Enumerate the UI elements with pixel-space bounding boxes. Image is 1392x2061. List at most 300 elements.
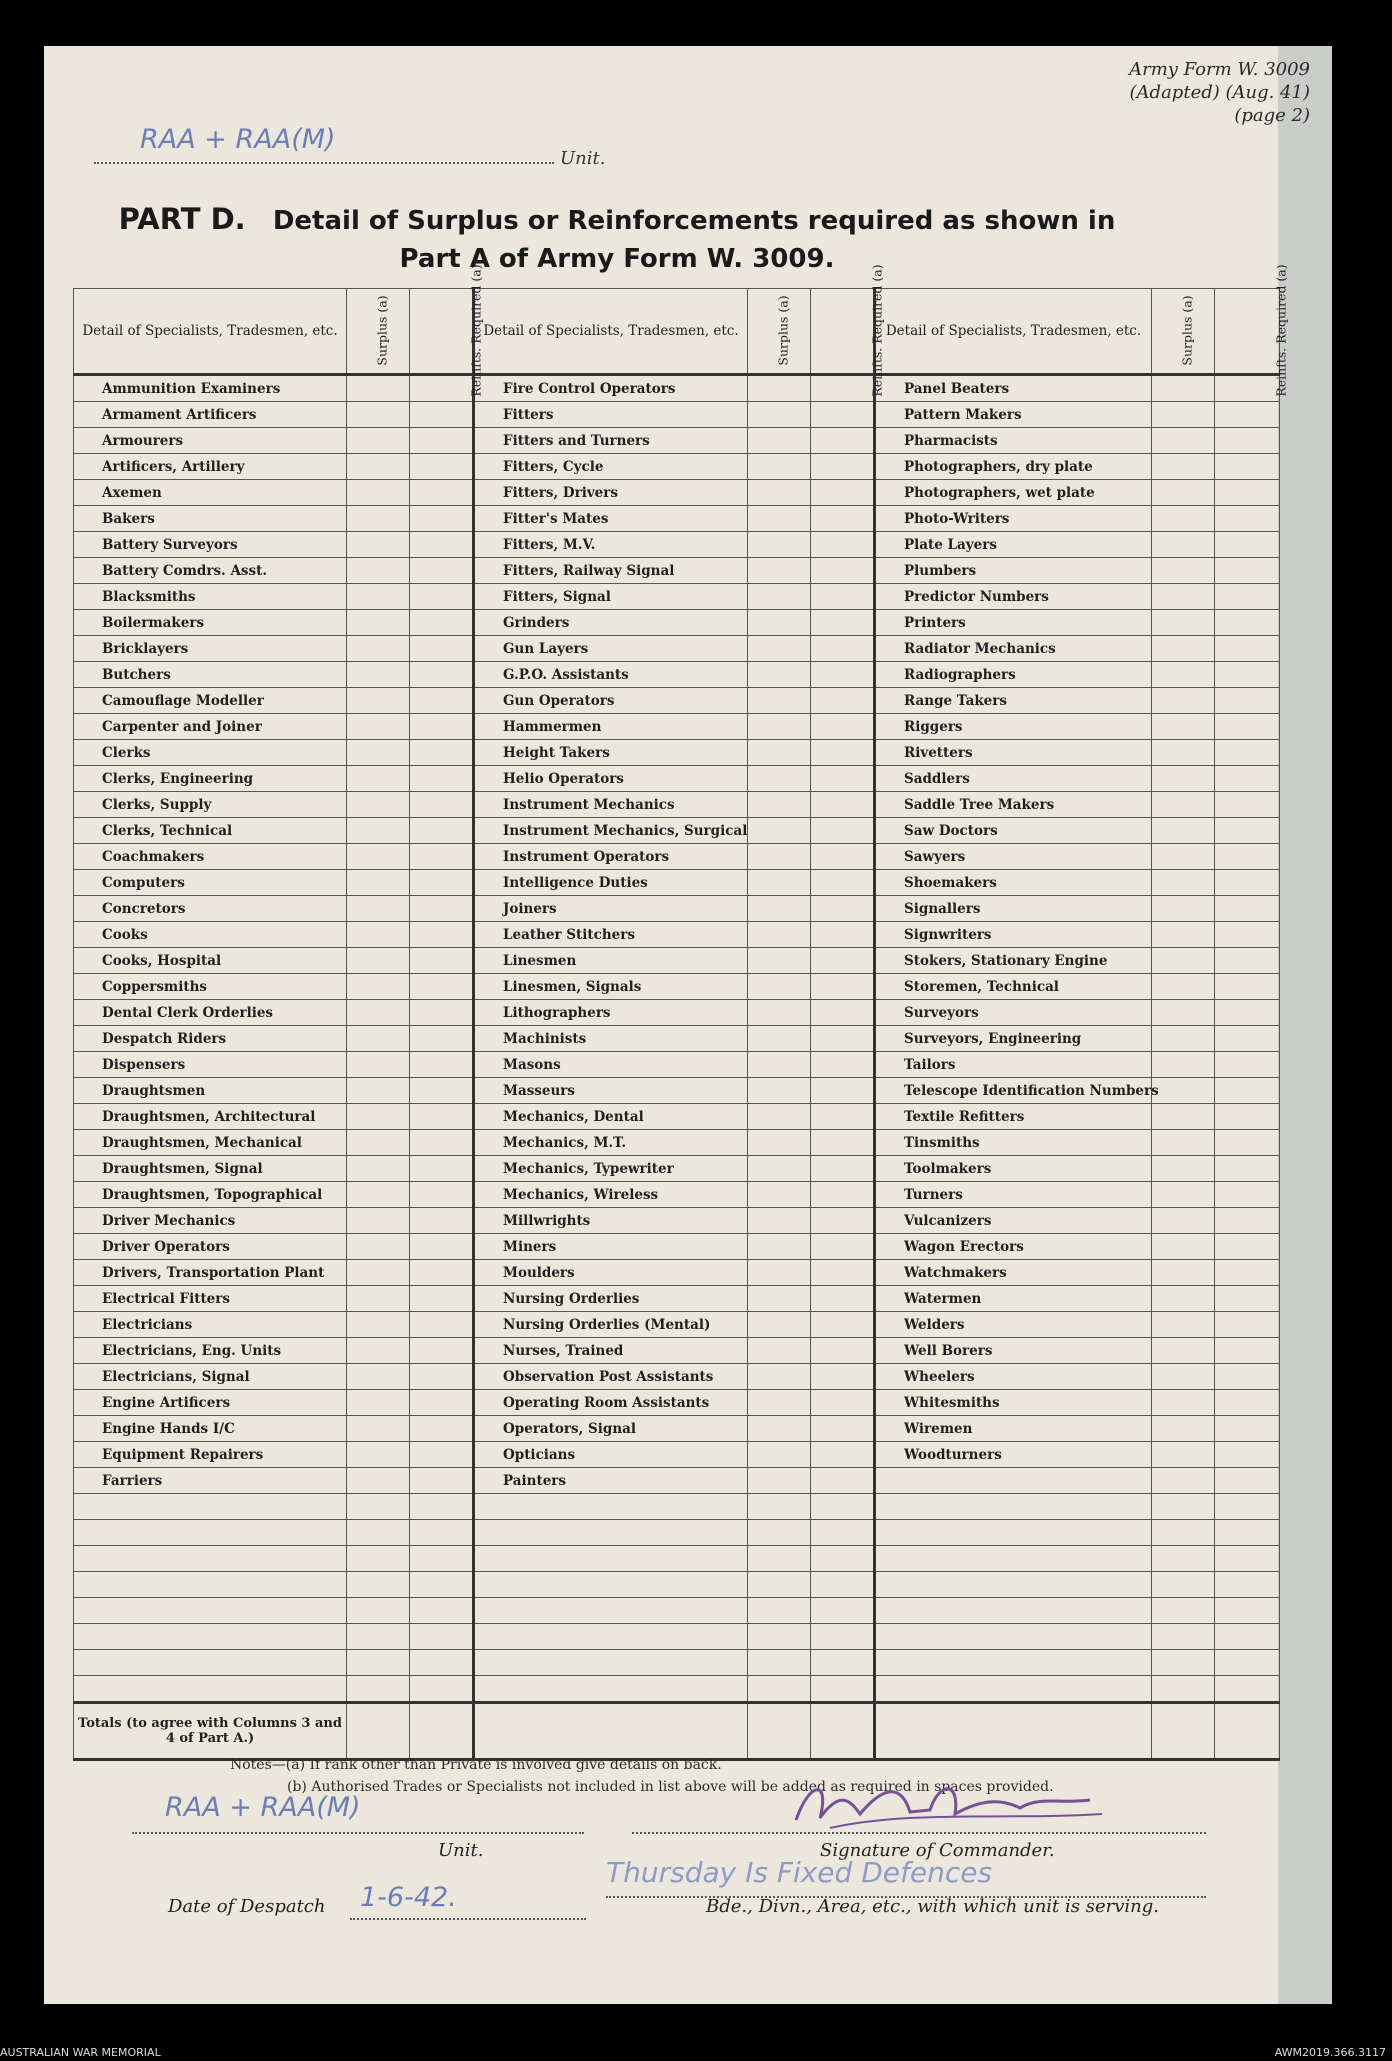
surplus-cell[interactable] [347, 1182, 410, 1208]
surplus-cell[interactable] [1152, 1312, 1215, 1338]
surplus-cell[interactable] [748, 1286, 811, 1312]
surplus-cell[interactable] [748, 1104, 811, 1130]
surplus-cell[interactable] [1152, 740, 1215, 766]
surplus-cell[interactable] [347, 1442, 410, 1468]
surplus-cell[interactable] [1152, 1572, 1215, 1598]
blank-trade-cell[interactable] [74, 1494, 347, 1520]
reinf-cell[interactable] [1215, 428, 1280, 454]
reinf-cell[interactable] [1215, 870, 1280, 896]
reinf-cell[interactable] [410, 1260, 474, 1286]
reinf-cell[interactable] [811, 1650, 875, 1676]
reinf-cell[interactable] [811, 922, 875, 948]
reinf-cell[interactable] [1215, 818, 1280, 844]
reinf-cell[interactable] [1215, 1416, 1280, 1442]
reinf-cell[interactable] [1215, 714, 1280, 740]
reinf-cell[interactable] [410, 558, 474, 584]
surplus-cell[interactable] [1152, 1000, 1215, 1026]
surplus-cell[interactable] [748, 480, 811, 506]
reinf-cell[interactable] [811, 1156, 875, 1182]
reinf-cell[interactable] [811, 662, 875, 688]
surplus-cell[interactable] [347, 480, 410, 506]
surplus-cell[interactable] [347, 1338, 410, 1364]
surplus-cell[interactable] [347, 948, 410, 974]
reinf-cell[interactable] [410, 1416, 474, 1442]
reinf-cell[interactable] [1215, 1572, 1280, 1598]
surplus-cell[interactable] [347, 402, 410, 428]
blank-trade-cell[interactable] [474, 1624, 748, 1650]
reinf-cell[interactable] [1215, 1078, 1280, 1104]
reinf-cell[interactable] [811, 1572, 875, 1598]
surplus-cell[interactable] [1152, 1650, 1215, 1676]
surplus-cell[interactable] [748, 454, 811, 480]
reinf-cell[interactable] [410, 1520, 474, 1546]
surplus-cell[interactable] [748, 1156, 811, 1182]
reinf-cell[interactable] [410, 1468, 474, 1494]
surplus-cell[interactable] [347, 375, 410, 402]
reinf-cell[interactable] [410, 1650, 474, 1676]
surplus-cell[interactable] [1152, 1338, 1215, 1364]
reinf-cell[interactable] [410, 1624, 474, 1650]
reinf-cell[interactable] [811, 558, 875, 584]
reinf-cell[interactable] [811, 1364, 875, 1390]
reinf-cell[interactable] [1215, 402, 1280, 428]
reinf-cell[interactable] [1215, 1468, 1280, 1494]
reinf-cell[interactable] [1215, 844, 1280, 870]
surplus-cell[interactable] [748, 896, 811, 922]
surplus-cell[interactable] [748, 1026, 811, 1052]
surplus-cell[interactable] [1152, 1546, 1215, 1572]
reinf-cell[interactable] [410, 1026, 474, 1052]
reinf-cell[interactable] [410, 1442, 474, 1468]
surplus-cell[interactable] [748, 402, 811, 428]
reinf-cell[interactable] [410, 375, 474, 402]
surplus-cell[interactable] [1152, 1598, 1215, 1624]
reinf-cell[interactable] [811, 740, 875, 766]
reinf-cell[interactable] [410, 1494, 474, 1520]
blank-trade-cell[interactable] [74, 1676, 347, 1703]
totals-cell[interactable] [1152, 1703, 1215, 1760]
surplus-cell[interactable] [1152, 662, 1215, 688]
reinf-cell[interactable] [410, 1234, 474, 1260]
surplus-cell[interactable] [1152, 844, 1215, 870]
reinf-cell[interactable] [410, 506, 474, 532]
reinf-cell[interactable] [811, 1598, 875, 1624]
surplus-cell[interactable] [748, 792, 811, 818]
surplus-cell[interactable] [347, 584, 410, 610]
totals-cell[interactable] [875, 1703, 1152, 1760]
surplus-cell[interactable] [1152, 1286, 1215, 1312]
reinf-cell[interactable] [410, 1572, 474, 1598]
surplus-cell[interactable] [1152, 480, 1215, 506]
surplus-cell[interactable] [347, 1286, 410, 1312]
reinf-cell[interactable] [811, 1130, 875, 1156]
reinf-cell[interactable] [811, 714, 875, 740]
surplus-cell[interactable] [748, 1000, 811, 1026]
surplus-cell[interactable] [748, 1338, 811, 1364]
reinf-cell[interactable] [811, 1052, 875, 1078]
surplus-cell[interactable] [347, 818, 410, 844]
reinf-cell[interactable] [410, 896, 474, 922]
reinf-cell[interactable] [811, 636, 875, 662]
blank-trade-cell[interactable] [474, 1546, 748, 1572]
surplus-cell[interactable] [748, 1520, 811, 1546]
reinf-cell[interactable] [811, 1286, 875, 1312]
surplus-cell[interactable] [1152, 1260, 1215, 1286]
reinf-cell[interactable] [811, 1468, 875, 1494]
blank-trade-cell[interactable] [474, 1598, 748, 1624]
reinf-cell[interactable] [811, 688, 875, 714]
surplus-cell[interactable] [748, 844, 811, 870]
surplus-cell[interactable] [1152, 1052, 1215, 1078]
blank-trade-cell[interactable] [474, 1520, 748, 1546]
reinf-cell[interactable] [811, 1416, 875, 1442]
totals-cell[interactable] [748, 1703, 811, 1760]
surplus-cell[interactable] [748, 714, 811, 740]
surplus-cell[interactable] [748, 375, 811, 402]
surplus-cell[interactable] [347, 1312, 410, 1338]
reinf-cell[interactable] [1215, 1624, 1280, 1650]
surplus-cell[interactable] [748, 766, 811, 792]
surplus-cell[interactable] [1152, 1364, 1215, 1390]
surplus-cell[interactable] [748, 506, 811, 532]
reinf-cell[interactable] [1215, 1520, 1280, 1546]
surplus-cell[interactable] [748, 1624, 811, 1650]
surplus-cell[interactable] [347, 532, 410, 558]
surplus-cell[interactable] [748, 1130, 811, 1156]
surplus-cell[interactable] [347, 636, 410, 662]
surplus-cell[interactable] [1152, 1624, 1215, 1650]
surplus-cell[interactable] [1152, 870, 1215, 896]
reinf-cell[interactable] [410, 454, 474, 480]
reinf-cell[interactable] [811, 532, 875, 558]
surplus-cell[interactable] [1152, 558, 1215, 584]
surplus-cell[interactable] [347, 974, 410, 1000]
reinf-cell[interactable] [811, 584, 875, 610]
surplus-cell[interactable] [347, 1598, 410, 1624]
surplus-cell[interactable] [748, 1260, 811, 1286]
reinf-cell[interactable] [811, 454, 875, 480]
reinf-cell[interactable] [811, 428, 875, 454]
surplus-cell[interactable] [748, 688, 811, 714]
blank-trade-cell[interactable] [74, 1598, 347, 1624]
surplus-cell[interactable] [748, 1052, 811, 1078]
surplus-cell[interactable] [1152, 1130, 1215, 1156]
reinf-cell[interactable] [811, 974, 875, 1000]
surplus-cell[interactable] [347, 1156, 410, 1182]
reinf-cell[interactable] [410, 636, 474, 662]
reinf-cell[interactable] [811, 844, 875, 870]
surplus-cell[interactable] [347, 714, 410, 740]
surplus-cell[interactable] [748, 1468, 811, 1494]
surplus-cell[interactable] [1152, 948, 1215, 974]
surplus-cell[interactable] [1152, 1676, 1215, 1703]
surplus-cell[interactable] [347, 1546, 410, 1572]
reinf-cell[interactable] [811, 402, 875, 428]
surplus-cell[interactable] [1152, 454, 1215, 480]
reinf-cell[interactable] [1215, 662, 1280, 688]
surplus-cell[interactable] [748, 1182, 811, 1208]
reinf-cell[interactable] [410, 1208, 474, 1234]
reinf-cell[interactable] [811, 1104, 875, 1130]
reinf-cell[interactable] [1215, 1130, 1280, 1156]
blank-trade-cell[interactable] [74, 1572, 347, 1598]
reinf-cell[interactable] [811, 1494, 875, 1520]
surplus-cell[interactable] [347, 870, 410, 896]
surplus-cell[interactable] [347, 1234, 410, 1260]
reinf-cell[interactable] [811, 375, 875, 402]
surplus-cell[interactable] [748, 1676, 811, 1703]
reinf-cell[interactable] [410, 792, 474, 818]
surplus-cell[interactable] [1152, 584, 1215, 610]
reinf-cell[interactable] [1215, 1442, 1280, 1468]
surplus-cell[interactable] [748, 1650, 811, 1676]
surplus-cell[interactable] [748, 1572, 811, 1598]
reinf-cell[interactable] [811, 1234, 875, 1260]
surplus-cell[interactable] [1152, 1234, 1215, 1260]
surplus-cell[interactable] [347, 428, 410, 454]
surplus-cell[interactable] [347, 610, 410, 636]
blank-trade-cell[interactable] [474, 1494, 748, 1520]
surplus-cell[interactable] [347, 1000, 410, 1026]
surplus-cell[interactable] [347, 740, 410, 766]
reinf-cell[interactable] [1215, 896, 1280, 922]
surplus-cell[interactable] [748, 636, 811, 662]
reinf-cell[interactable] [811, 1546, 875, 1572]
reinf-cell[interactable] [811, 1390, 875, 1416]
reinf-cell[interactable] [1215, 1156, 1280, 1182]
reinf-cell[interactable] [410, 714, 474, 740]
surplus-cell[interactable] [1152, 375, 1215, 402]
surplus-cell[interactable] [1152, 1468, 1215, 1494]
reinf-cell[interactable] [811, 506, 875, 532]
reinf-cell[interactable] [410, 1312, 474, 1338]
surplus-cell[interactable] [1152, 818, 1215, 844]
surplus-cell[interactable] [1152, 896, 1215, 922]
blank-trade-cell[interactable] [474, 1650, 748, 1676]
reinf-cell[interactable] [1215, 1494, 1280, 1520]
reinf-cell[interactable] [410, 870, 474, 896]
reinf-cell[interactable] [410, 1338, 474, 1364]
totals-cell[interactable] [474, 1703, 748, 1760]
surplus-cell[interactable] [347, 1130, 410, 1156]
surplus-cell[interactable] [1152, 1182, 1215, 1208]
reinf-cell[interactable] [410, 922, 474, 948]
reinf-cell[interactable] [811, 1676, 875, 1703]
blank-trade-cell[interactable] [74, 1624, 347, 1650]
reinf-cell[interactable] [1215, 922, 1280, 948]
reinf-cell[interactable] [1215, 766, 1280, 792]
totals-cell[interactable] [811, 1703, 875, 1760]
reinf-cell[interactable] [811, 870, 875, 896]
reinf-cell[interactable] [1215, 740, 1280, 766]
surplus-cell[interactable] [347, 1364, 410, 1390]
reinf-cell[interactable] [811, 1078, 875, 1104]
surplus-cell[interactable] [1152, 1494, 1215, 1520]
reinf-cell[interactable] [1215, 454, 1280, 480]
reinf-cell[interactable] [410, 1546, 474, 1572]
reinf-cell[interactable] [1215, 1676, 1280, 1703]
reinf-cell[interactable] [811, 1000, 875, 1026]
reinf-cell[interactable] [410, 1390, 474, 1416]
surplus-cell[interactable] [748, 558, 811, 584]
reinf-cell[interactable] [811, 1182, 875, 1208]
reinf-cell[interactable] [1215, 688, 1280, 714]
surplus-cell[interactable] [1152, 402, 1215, 428]
reinf-cell[interactable] [811, 1026, 875, 1052]
surplus-cell[interactable] [748, 1546, 811, 1572]
surplus-cell[interactable] [748, 922, 811, 948]
reinf-cell[interactable] [811, 480, 875, 506]
surplus-cell[interactable] [748, 948, 811, 974]
surplus-cell[interactable] [748, 1208, 811, 1234]
reinf-cell[interactable] [1215, 1052, 1280, 1078]
reinf-cell[interactable] [410, 1598, 474, 1624]
reinf-cell[interactable] [811, 1338, 875, 1364]
reinf-cell[interactable] [1215, 584, 1280, 610]
reinf-cell[interactable] [1215, 1598, 1280, 1624]
reinf-cell[interactable] [410, 974, 474, 1000]
surplus-cell[interactable] [347, 1624, 410, 1650]
surplus-cell[interactable] [347, 688, 410, 714]
surplus-cell[interactable] [748, 532, 811, 558]
surplus-cell[interactable] [1152, 506, 1215, 532]
surplus-cell[interactable] [1152, 1416, 1215, 1442]
reinf-cell[interactable] [410, 688, 474, 714]
surplus-cell[interactable] [1152, 974, 1215, 1000]
blank-trade-cell[interactable] [74, 1650, 347, 1676]
reinf-cell[interactable] [1215, 1182, 1280, 1208]
surplus-cell[interactable] [748, 1078, 811, 1104]
reinf-cell[interactable] [1215, 375, 1280, 402]
reinf-cell[interactable] [410, 1286, 474, 1312]
surplus-cell[interactable] [347, 766, 410, 792]
surplus-cell[interactable] [347, 922, 410, 948]
surplus-cell[interactable] [347, 506, 410, 532]
reinf-cell[interactable] [811, 818, 875, 844]
surplus-cell[interactable] [347, 1390, 410, 1416]
surplus-cell[interactable] [1152, 792, 1215, 818]
totals-cell[interactable] [347, 1703, 410, 1760]
surplus-cell[interactable] [748, 610, 811, 636]
reinf-cell[interactable] [811, 896, 875, 922]
surplus-cell[interactable] [1152, 428, 1215, 454]
surplus-cell[interactable] [347, 1572, 410, 1598]
reinf-cell[interactable] [1215, 1390, 1280, 1416]
surplus-cell[interactable] [347, 454, 410, 480]
reinf-cell[interactable] [1215, 974, 1280, 1000]
surplus-cell[interactable] [748, 428, 811, 454]
surplus-cell[interactable] [1152, 636, 1215, 662]
surplus-cell[interactable] [1152, 610, 1215, 636]
surplus-cell[interactable] [1152, 532, 1215, 558]
reinf-cell[interactable] [1215, 1208, 1280, 1234]
surplus-cell[interactable] [748, 740, 811, 766]
reinf-cell[interactable] [1215, 1234, 1280, 1260]
reinf-cell[interactable] [1215, 1546, 1280, 1572]
surplus-cell[interactable] [347, 1104, 410, 1130]
surplus-cell[interactable] [748, 1312, 811, 1338]
surplus-cell[interactable] [347, 844, 410, 870]
reinf-cell[interactable] [410, 584, 474, 610]
surplus-cell[interactable] [748, 1494, 811, 1520]
surplus-cell[interactable] [1152, 714, 1215, 740]
reinf-cell[interactable] [410, 766, 474, 792]
blank-trade-cell[interactable] [875, 1624, 1152, 1650]
reinf-cell[interactable] [811, 1208, 875, 1234]
reinf-cell[interactable] [1215, 636, 1280, 662]
surplus-cell[interactable] [1152, 1520, 1215, 1546]
surplus-cell[interactable] [347, 1260, 410, 1286]
reinf-cell[interactable] [1215, 558, 1280, 584]
surplus-cell[interactable] [748, 870, 811, 896]
reinf-cell[interactable] [811, 1442, 875, 1468]
surplus-cell[interactable] [347, 662, 410, 688]
reinf-cell[interactable] [811, 1312, 875, 1338]
reinf-cell[interactable] [1215, 532, 1280, 558]
surplus-cell[interactable] [748, 818, 811, 844]
reinf-cell[interactable] [410, 480, 474, 506]
surplus-cell[interactable] [748, 1416, 811, 1442]
surplus-cell[interactable] [1152, 1208, 1215, 1234]
reinf-cell[interactable] [410, 844, 474, 870]
reinf-cell[interactable] [410, 948, 474, 974]
surplus-cell[interactable] [1152, 922, 1215, 948]
reinf-cell[interactable] [410, 1364, 474, 1390]
surplus-cell[interactable] [748, 1442, 811, 1468]
surplus-cell[interactable] [1152, 766, 1215, 792]
surplus-cell[interactable] [748, 974, 811, 1000]
reinf-cell[interactable] [410, 1676, 474, 1703]
blank-trade-cell[interactable] [875, 1494, 1152, 1520]
reinf-cell[interactable] [1215, 480, 1280, 506]
surplus-cell[interactable] [1152, 688, 1215, 714]
reinf-cell[interactable] [1215, 1260, 1280, 1286]
reinf-cell[interactable] [811, 1624, 875, 1650]
surplus-cell[interactable] [347, 1676, 410, 1703]
reinf-cell[interactable] [811, 948, 875, 974]
reinf-cell[interactable] [410, 1182, 474, 1208]
reinf-cell[interactable] [410, 402, 474, 428]
reinf-cell[interactable] [1215, 792, 1280, 818]
surplus-cell[interactable] [1152, 1442, 1215, 1468]
surplus-cell[interactable] [347, 792, 410, 818]
blank-trade-cell[interactable] [875, 1650, 1152, 1676]
reinf-cell[interactable] [1215, 1104, 1280, 1130]
reinf-cell[interactable] [811, 792, 875, 818]
reinf-cell[interactable] [410, 1130, 474, 1156]
reinf-cell[interactable] [1215, 1286, 1280, 1312]
surplus-cell[interactable] [347, 1468, 410, 1494]
surplus-cell[interactable] [748, 1390, 811, 1416]
reinf-cell[interactable] [1215, 1650, 1280, 1676]
reinf-cell[interactable] [410, 532, 474, 558]
reinf-cell[interactable] [1215, 506, 1280, 532]
reinf-cell[interactable] [410, 1104, 474, 1130]
reinf-cell[interactable] [410, 1078, 474, 1104]
surplus-cell[interactable] [1152, 1078, 1215, 1104]
reinf-cell[interactable] [811, 766, 875, 792]
reinf-cell[interactable] [1215, 1364, 1280, 1390]
surplus-cell[interactable] [347, 1078, 410, 1104]
reinf-cell[interactable] [410, 662, 474, 688]
reinf-cell[interactable] [1215, 1338, 1280, 1364]
surplus-cell[interactable] [1152, 1026, 1215, 1052]
blank-trade-cell[interactable] [875, 1520, 1152, 1546]
surplus-cell[interactable] [748, 1234, 811, 1260]
surplus-cell[interactable] [347, 558, 410, 584]
surplus-cell[interactable] [748, 1598, 811, 1624]
reinf-cell[interactable] [410, 818, 474, 844]
